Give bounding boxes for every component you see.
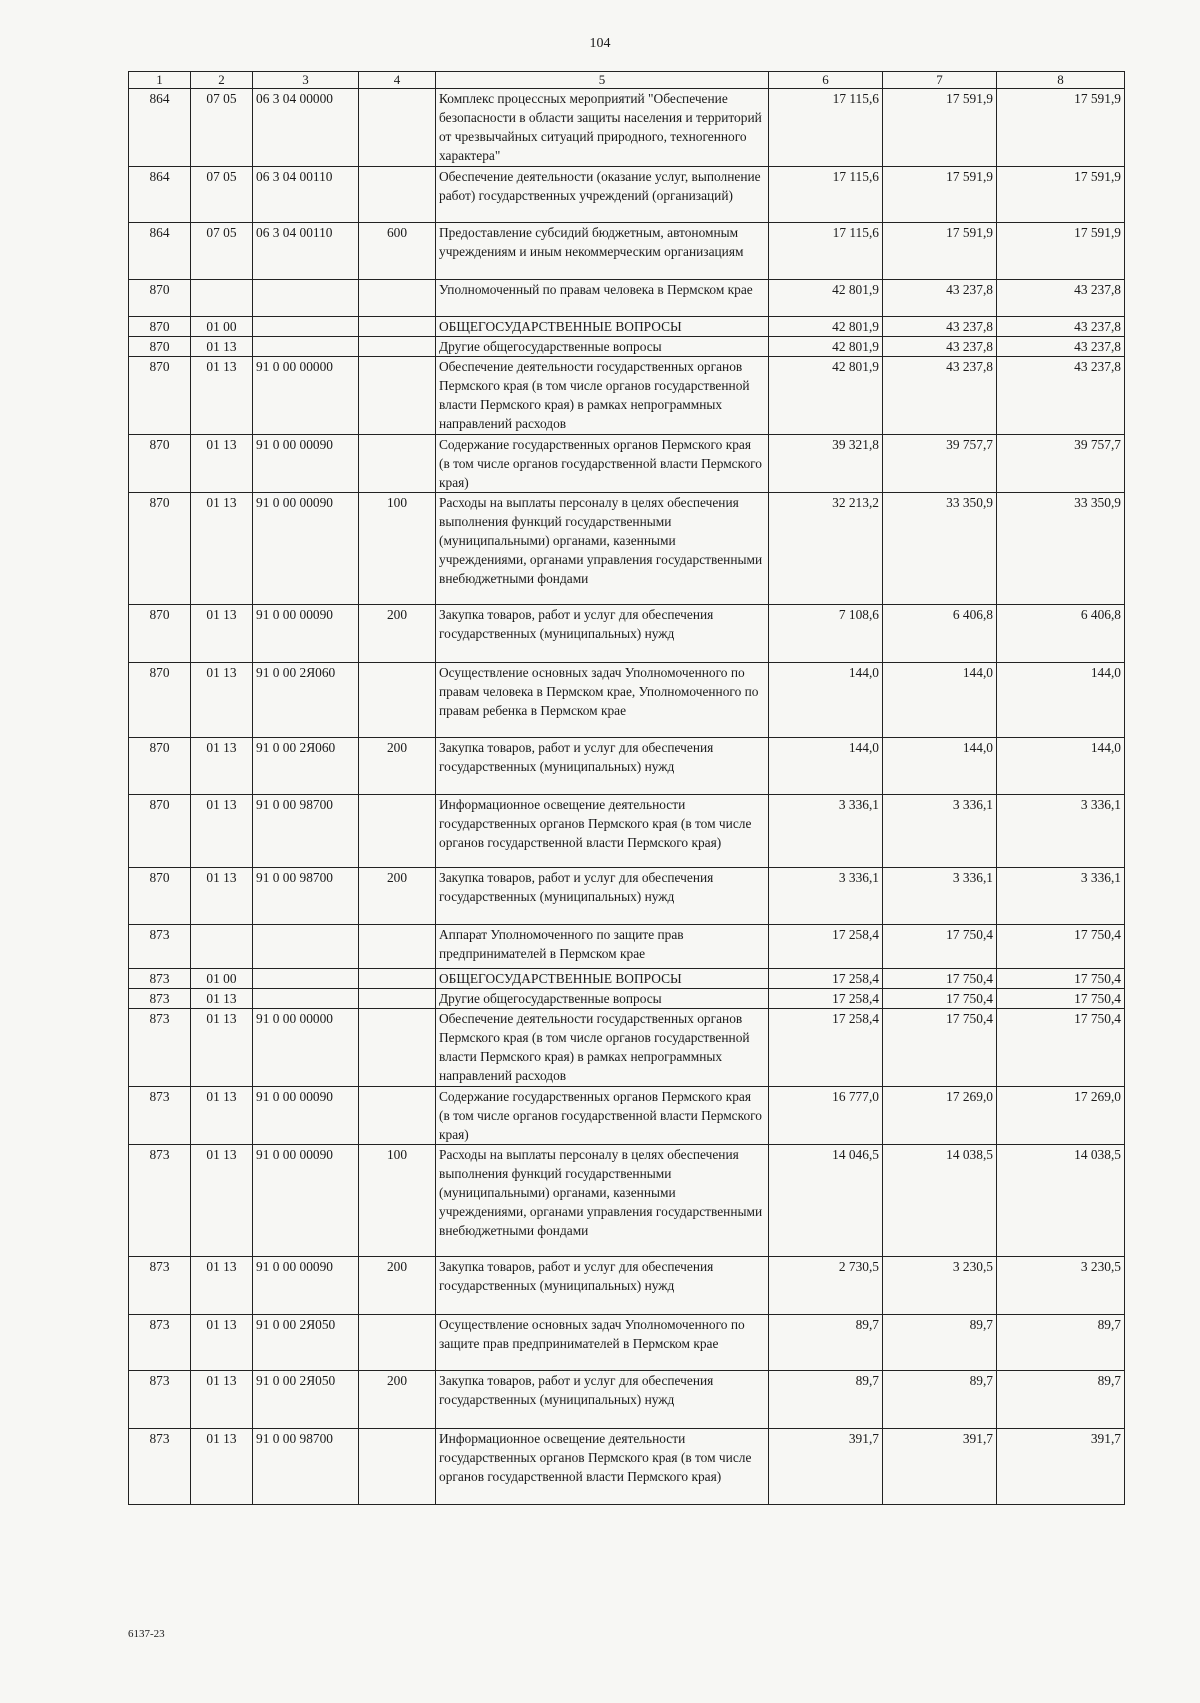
- section-cell: 01 13: [191, 337, 253, 357]
- admin-cell: 873: [129, 925, 191, 969]
- section-cell: 01 13: [191, 493, 253, 605]
- value-2025-cell: 43 237,8: [997, 280, 1125, 317]
- column-header: 7: [883, 72, 997, 89]
- table-row: [129, 357, 1125, 435]
- value-2024-cell: 33 350,9: [883, 493, 997, 605]
- section-cell: 07 05: [191, 223, 253, 280]
- expense-kind-cell: 200: [359, 1257, 436, 1315]
- table-row: [129, 989, 1125, 1009]
- admin-cell: 870: [129, 493, 191, 605]
- section-cell: 01 13: [191, 738, 253, 795]
- value-2025-cell: 17 750,4: [997, 989, 1125, 1009]
- value-2024-cell: 39 757,7: [883, 435, 997, 493]
- value-2024-cell: 6 406,8: [883, 605, 997, 663]
- value-2024-cell: 17 591,9: [883, 89, 997, 167]
- expense-kind-cell: [359, 969, 436, 989]
- table-row: [129, 1145, 1125, 1257]
- section-cell: 01 13: [191, 1315, 253, 1371]
- section-cell: [191, 280, 253, 317]
- admin-cell: 864: [129, 167, 191, 223]
- table-row: [129, 1429, 1125, 1505]
- item-name-cell: Предоставление субсидий бюджетным, автономным учреждениям и иным некоммерческим организациям: [436, 223, 769, 280]
- admin-cell: 864: [129, 223, 191, 280]
- expense-kind-cell: [359, 925, 436, 969]
- item-name-cell: Осуществление основных задач Уполномоченного по защите прав предпринимателей в Пермском крае: [436, 1315, 769, 1371]
- expense-kind-cell: 200: [359, 1371, 436, 1429]
- value-2025-cell: 43 237,8: [997, 317, 1125, 337]
- value-2023-cell: 144,0: [769, 663, 883, 738]
- expense-kind-cell: 200: [359, 605, 436, 663]
- expense-kind-cell: [359, 1429, 436, 1505]
- target-cell: 91 0 00 00090: [253, 493, 359, 605]
- value-2024-cell: 17 750,4: [883, 989, 997, 1009]
- column-header: 2: [191, 72, 253, 89]
- value-2023-cell: 2 730,5: [769, 1257, 883, 1315]
- value-2025-cell: 3 336,1: [997, 868, 1125, 925]
- value-2024-cell: 43 237,8: [883, 280, 997, 317]
- value-2024-cell: 89,7: [883, 1315, 997, 1371]
- value-2024-cell: 144,0: [883, 663, 997, 738]
- expense-kind-cell: 600: [359, 223, 436, 280]
- value-2025-cell: 17 591,9: [997, 167, 1125, 223]
- target-cell: 91 0 00 2Я060: [253, 663, 359, 738]
- value-2025-cell: 43 237,8: [997, 337, 1125, 357]
- value-2024-cell: 14 038,5: [883, 1145, 997, 1257]
- footer-code: 6137-23: [128, 1628, 165, 1640]
- item-name-cell: Закупка товаров, работ и услуг для обеспечения государственных (муниципальных) нужд: [436, 1257, 769, 1315]
- item-name-cell: Обеспечение деятельности (оказание услуг, выполнение работ) государственных учреждений (организаций): [436, 167, 769, 223]
- table-row: [129, 223, 1125, 280]
- section-cell: 01 13: [191, 989, 253, 1009]
- admin-cell: 870: [129, 435, 191, 493]
- value-2024-cell: 17 591,9: [883, 167, 997, 223]
- section-cell: 01 13: [191, 663, 253, 738]
- target-cell: 91 0 00 00090: [253, 1087, 359, 1145]
- expense-kind-cell: [359, 280, 436, 317]
- admin-cell: 870: [129, 663, 191, 738]
- value-2023-cell: 17 115,6: [769, 89, 883, 167]
- table-row: [129, 1371, 1125, 1429]
- section-cell: 01 13: [191, 1009, 253, 1087]
- value-2023-cell: 39 321,8: [769, 435, 883, 493]
- table-row: [129, 337, 1125, 357]
- table-row: [129, 167, 1125, 223]
- target-cell: [253, 337, 359, 357]
- value-2024-cell: 17 269,0: [883, 1087, 997, 1145]
- section-cell: 07 05: [191, 89, 253, 167]
- value-2023-cell: 17 115,6: [769, 167, 883, 223]
- target-cell: [253, 925, 359, 969]
- value-2025-cell: 17 591,9: [997, 223, 1125, 280]
- item-name-cell: Уполномоченный по правам человека в Пермском крае: [436, 280, 769, 317]
- column-header: 3: [253, 72, 359, 89]
- column-header: 8: [997, 72, 1125, 89]
- value-2023-cell: 17 258,4: [769, 989, 883, 1009]
- expense-kind-cell: [359, 167, 436, 223]
- section-cell: 01 13: [191, 1087, 253, 1145]
- target-cell: 91 0 00 00090: [253, 605, 359, 663]
- table-row: [129, 435, 1125, 493]
- admin-cell: 870: [129, 868, 191, 925]
- table-row: [129, 795, 1125, 868]
- value-2023-cell: 89,7: [769, 1315, 883, 1371]
- item-name-cell: Осуществление основных задач Уполномоченного по правам человека в Пермском крае, Уполномоченного по правам ребенка в Пермском крае: [436, 663, 769, 738]
- header-row: [129, 72, 1125, 89]
- table-row: [129, 1257, 1125, 1315]
- admin-cell: 873: [129, 1429, 191, 1505]
- item-name-cell: Содержание государственных органов Пермского края (в том числе органов государственной власти Пермского края): [436, 435, 769, 493]
- admin-cell: 870: [129, 605, 191, 663]
- value-2025-cell: 17 269,0: [997, 1087, 1125, 1145]
- section-cell: 07 05: [191, 167, 253, 223]
- budget-table: [128, 71, 1125, 1505]
- value-2025-cell: 3 336,1: [997, 795, 1125, 868]
- expense-kind-cell: [359, 337, 436, 357]
- page-number: 104: [589, 36, 611, 51]
- value-2023-cell: 3 336,1: [769, 795, 883, 868]
- value-2025-cell: 39 757,7: [997, 435, 1125, 493]
- item-name-cell: Закупка товаров, работ и услуг для обеспечения государственных (муниципальных) нужд: [436, 738, 769, 795]
- value-2024-cell: 43 237,8: [883, 317, 997, 337]
- target-cell: 91 0 00 00090: [253, 1145, 359, 1257]
- value-2025-cell: 391,7: [997, 1429, 1125, 1505]
- section-cell: 01 13: [191, 1429, 253, 1505]
- section-cell: 01 00: [191, 969, 253, 989]
- table-row: [129, 605, 1125, 663]
- target-cell: [253, 969, 359, 989]
- section-cell: 01 13: [191, 357, 253, 435]
- value-2024-cell: 17 750,4: [883, 1009, 997, 1087]
- admin-cell: 873: [129, 969, 191, 989]
- value-2024-cell: 3 230,5: [883, 1257, 997, 1315]
- table-row: [129, 868, 1125, 925]
- value-2023-cell: 42 801,9: [769, 337, 883, 357]
- item-name-cell: Информационное освещение деятельности государственных органов Пермского края (в том числе органов государственной власти Пермского края): [436, 1429, 769, 1505]
- section-cell: 01 13: [191, 795, 253, 868]
- value-2023-cell: 89,7: [769, 1371, 883, 1429]
- value-2023-cell: 14 046,5: [769, 1145, 883, 1257]
- value-2023-cell: 42 801,9: [769, 357, 883, 435]
- admin-cell: 870: [129, 280, 191, 317]
- value-2023-cell: 32 213,2: [769, 493, 883, 605]
- item-name-cell: Содержание государственных органов Пермского края (в том числе органов государственной власти Пермского края): [436, 1087, 769, 1145]
- item-name-cell: Расходы на выплаты персоналу в целях обеспечения выполнения функций государственными (муниципальными) органами, казенными учреждениями, органами управления государственными внебюджетными фондами: [436, 1145, 769, 1257]
- admin-cell: 873: [129, 1009, 191, 1087]
- table-row: [129, 738, 1125, 795]
- table-row: [129, 663, 1125, 738]
- value-2023-cell: 17 115,6: [769, 223, 883, 280]
- admin-cell: 870: [129, 337, 191, 357]
- expense-kind-cell: 200: [359, 738, 436, 795]
- target-cell: 91 0 00 00000: [253, 357, 359, 435]
- admin-cell: 873: [129, 1371, 191, 1429]
- section-cell: 01 13: [191, 1257, 253, 1315]
- expense-kind-cell: [359, 357, 436, 435]
- admin-cell: 864: [129, 89, 191, 167]
- table-row: [129, 1087, 1125, 1145]
- target-cell: 91 0 00 2Я050: [253, 1371, 359, 1429]
- admin-cell: 873: [129, 989, 191, 1009]
- column-header: 5: [436, 72, 769, 89]
- table-row: [129, 969, 1125, 989]
- value-2023-cell: 16 777,0: [769, 1087, 883, 1145]
- target-cell: 91 0 00 00090: [253, 1257, 359, 1315]
- section-cell: 01 13: [191, 868, 253, 925]
- value-2023-cell: 391,7: [769, 1429, 883, 1505]
- value-2024-cell: 3 336,1: [883, 868, 997, 925]
- target-cell: [253, 280, 359, 317]
- target-cell: 91 0 00 2Я050: [253, 1315, 359, 1371]
- item-name-cell: ОБЩЕГОСУДАРСТВЕННЫЕ ВОПРОСЫ: [436, 969, 769, 989]
- expense-kind-cell: [359, 1087, 436, 1145]
- expense-kind-cell: 100: [359, 1145, 436, 1257]
- item-name-cell: Закупка товаров, работ и услуг для обеспечения государственных (муниципальных) нужд: [436, 868, 769, 925]
- value-2023-cell: 42 801,9: [769, 280, 883, 317]
- item-name-cell: ОБЩЕГОСУДАРСТВЕННЫЕ ВОПРОСЫ: [436, 317, 769, 337]
- value-2025-cell: 6 406,8: [997, 605, 1125, 663]
- section-cell: 01 13: [191, 1145, 253, 1257]
- value-2023-cell: 7 108,6: [769, 605, 883, 663]
- value-2024-cell: 17 750,4: [883, 969, 997, 989]
- admin-cell: 873: [129, 1257, 191, 1315]
- value-2025-cell: 17 591,9: [997, 89, 1125, 167]
- value-2024-cell: 391,7: [883, 1429, 997, 1505]
- value-2023-cell: 3 336,1: [769, 868, 883, 925]
- admin-cell: 873: [129, 1145, 191, 1257]
- expense-kind-cell: [359, 795, 436, 868]
- item-name-cell: Комплекс процессных мероприятий "Обеспечение безопасности в области защиты населения и территорий от чрезвычайных ситуаций природного, техногенного характера": [436, 89, 769, 167]
- item-name-cell: Обеспечение деятельности государственных органов Пермского края (в том числе органов государственной власти Пермского края) в рамках непрограммных направлений расходов: [436, 357, 769, 435]
- value-2024-cell: 89,7: [883, 1371, 997, 1429]
- item-name-cell: Закупка товаров, работ и услуг для обеспечения государственных (муниципальных) нужд: [436, 605, 769, 663]
- expense-kind-cell: 100: [359, 493, 436, 605]
- column-header: 6: [769, 72, 883, 89]
- target-cell: 06 3 04 00110: [253, 167, 359, 223]
- target-cell: 91 0 00 98700: [253, 795, 359, 868]
- admin-cell: 873: [129, 1315, 191, 1371]
- value-2024-cell: 43 237,8: [883, 357, 997, 435]
- value-2025-cell: 33 350,9: [997, 493, 1125, 605]
- expense-kind-cell: [359, 317, 436, 337]
- value-2023-cell: 144,0: [769, 738, 883, 795]
- target-cell: 91 0 00 00090: [253, 435, 359, 493]
- expense-kind-cell: [359, 435, 436, 493]
- expense-kind-cell: [359, 1009, 436, 1087]
- value-2025-cell: 144,0: [997, 738, 1125, 795]
- table-row: [129, 89, 1125, 167]
- admin-cell: 873: [129, 1087, 191, 1145]
- target-cell: 91 0 00 98700: [253, 1429, 359, 1505]
- table-row: [129, 925, 1125, 969]
- item-name-cell: Закупка товаров, работ и услуг для обеспечения государственных (муниципальных) нужд: [436, 1371, 769, 1429]
- value-2023-cell: 17 258,4: [769, 925, 883, 969]
- value-2024-cell: 3 336,1: [883, 795, 997, 868]
- table-row: [129, 317, 1125, 337]
- admin-cell: 870: [129, 738, 191, 795]
- value-2025-cell: 14 038,5: [997, 1145, 1125, 1257]
- value-2025-cell: 17 750,4: [997, 969, 1125, 989]
- item-name-cell: Расходы на выплаты персоналу в целях обеспечения выполнения функций государственными (муниципальными) органами, казенными учреждениями, органами управления государственными внебюджетными фондами: [436, 493, 769, 605]
- value-2023-cell: 17 258,4: [769, 1009, 883, 1087]
- column-header: 1: [129, 72, 191, 89]
- section-cell: 01 13: [191, 435, 253, 493]
- section-cell: 01 00: [191, 317, 253, 337]
- section-cell: 01 13: [191, 605, 253, 663]
- value-2024-cell: 17 750,4: [883, 925, 997, 969]
- item-name-cell: Другие общегосударственные вопросы: [436, 989, 769, 1009]
- table-row: [129, 1315, 1125, 1371]
- section-cell: 01 13: [191, 1371, 253, 1429]
- value-2025-cell: 17 750,4: [997, 925, 1125, 969]
- section-cell: [191, 925, 253, 969]
- item-name-cell: Аппарат Уполномоченного по защите прав предпринимателей в Пермском крае: [436, 925, 769, 969]
- value-2025-cell: 144,0: [997, 663, 1125, 738]
- expense-kind-cell: [359, 89, 436, 167]
- value-2025-cell: 89,7: [997, 1315, 1125, 1371]
- item-name-cell: Обеспечение деятельности государственных органов Пермского края (в том числе органов государственной власти Пермского края) в рамках непрограммных направлений расходов: [436, 1009, 769, 1087]
- target-cell: 91 0 00 00000: [253, 1009, 359, 1087]
- expense-kind-cell: 200: [359, 868, 436, 925]
- value-2025-cell: 3 230,5: [997, 1257, 1125, 1315]
- expense-kind-cell: [359, 663, 436, 738]
- table-row: [129, 493, 1125, 605]
- value-2024-cell: 144,0: [883, 738, 997, 795]
- value-2024-cell: 43 237,8: [883, 337, 997, 357]
- admin-cell: 870: [129, 317, 191, 337]
- expense-kind-cell: [359, 1315, 436, 1371]
- admin-cell: 870: [129, 795, 191, 868]
- target-cell: 06 3 04 00000: [253, 89, 359, 167]
- target-cell: 06 3 04 00110: [253, 223, 359, 280]
- value-2024-cell: 17 591,9: [883, 223, 997, 280]
- target-cell: 91 0 00 98700: [253, 868, 359, 925]
- target-cell: [253, 317, 359, 337]
- expense-kind-cell: [359, 989, 436, 1009]
- value-2025-cell: 89,7: [997, 1371, 1125, 1429]
- value-2023-cell: 17 258,4: [769, 969, 883, 989]
- value-2025-cell: 43 237,8: [997, 357, 1125, 435]
- value-2023-cell: 42 801,9: [769, 317, 883, 337]
- item-name-cell: Другие общегосударственные вопросы: [436, 337, 769, 357]
- table-row: [129, 280, 1125, 317]
- admin-cell: 870: [129, 357, 191, 435]
- target-cell: 91 0 00 2Я060: [253, 738, 359, 795]
- column-header: 4: [359, 72, 436, 89]
- value-2025-cell: 17 750,4: [997, 1009, 1125, 1087]
- table-row: [129, 1009, 1125, 1087]
- target-cell: [253, 989, 359, 1009]
- item-name-cell: Информационное освещение деятельности государственных органов Пермского края (в том числе органов государственной власти Пермского края): [436, 795, 769, 868]
